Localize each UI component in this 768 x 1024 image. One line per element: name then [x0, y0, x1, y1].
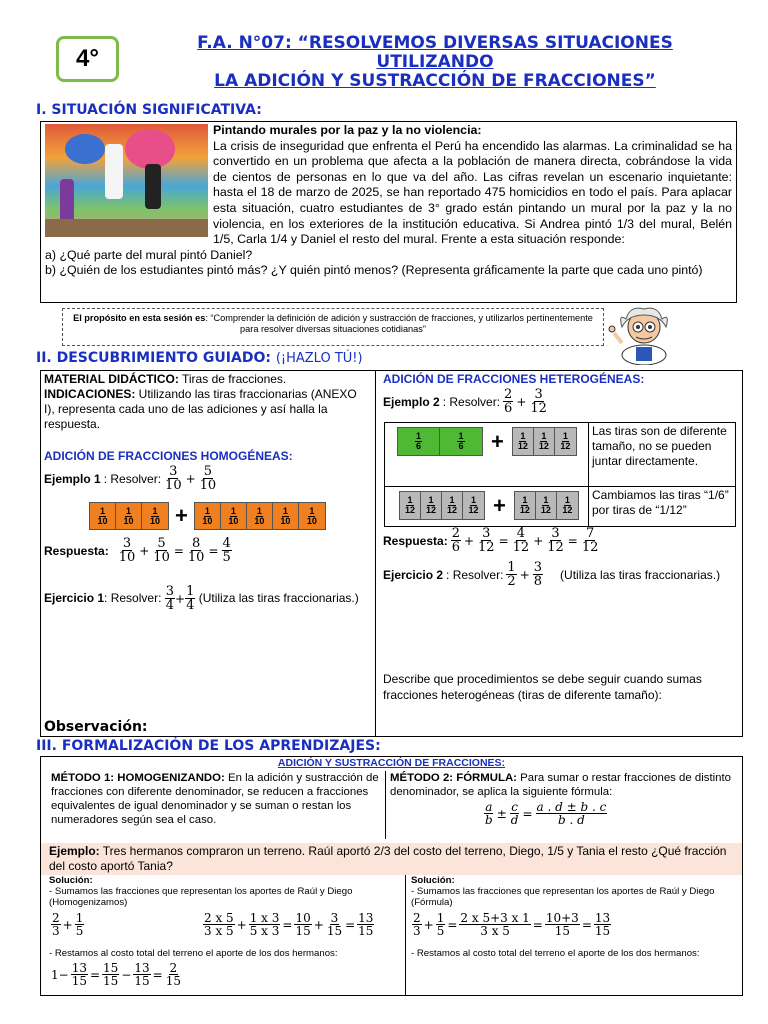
solution1	[49, 875, 399, 908]
purpose-text: : “Comprender la definición de adición y sustracción de fracciones, y utilizarlos pertinentemente para resolver diversas situaciones cotidianas”	[205, 313, 593, 334]
example-label: Ejemplo:	[49, 844, 100, 858]
title-line-2: LA ADICIÓN Y SUSTRACCIÓN DE FRACCIONES”	[214, 71, 656, 91]
story-text: La crisis de inseguridad que enfrenta el Perú ha encendido las alarmas. La criminalidad se ha convertido en un problema que afecta a la población de manera directa, cobrándose la vida de cientos de personas en lo que va del año. Las cifras revelan un escenario inquietante: hasta el 18 de marzo de 2025, se han reportado 475 homicidios en todo el país. Para aplacar esta situación, cuatro estudiantes de 3° grado están pintando un mural por la paz y la no violencia, en los exteriores de la institución educativa. Si Andrea pintó 1/3 del mural, Belén 1/5, Carla 1/4 y Daniel el resto del mural. Frente a esta situación responde:	[213, 138, 732, 247]
tenth-piece: 1 10	[149, 505, 160, 526]
tenth-piece: 1 10	[90, 503, 116, 529]
strip-2-sixths: 1 6 1 6	[397, 427, 483, 456]
solution2	[411, 875, 731, 908]
example2-label: Ejemplo 2	[383, 394, 440, 409]
heterog-title: ADICIÓN DE FRACCIONES HETEROGÉNEAS:	[383, 372, 645, 386]
section2-note: (¡HAZLO TÚ!)	[275, 351, 363, 366]
method2-label: MÉTODO 2: FÓRMULA:	[390, 772, 517, 784]
example1-label: Ejemplo 1	[44, 471, 101, 486]
strip-3-tenths	[89, 502, 169, 530]
describe-prompt: Describe que procedimientos se debe seguir cuando sumas fracciones heterogéneas (tiras de diferente tamaño):	[383, 672, 702, 702]
section3-heading: III. FORMALIZACIÓN DE LOS APRENDIZAJES:	[36, 738, 381, 754]
material-text: Tiras de fracciones.	[178, 372, 287, 386]
page-title	[165, 34, 705, 91]
solution2-label: Solución:	[411, 875, 455, 886]
example1-row: Ejemplo 1 : Resolver: $\frac{3}{10}$ + $\frac{5}{10}$	[44, 464, 217, 493]
professor-illustration	[600, 303, 680, 365]
answer2-row: Respuesta: $\frac{2}{6}$ + $\frac{3}{12}$ = $\frac{4}{12}$ + $\frac{3}{12}$ = $\frac{7}{12}$	[383, 526, 599, 555]
solution1-label: Solución:	[49, 875, 93, 886]
strip-row-2	[399, 491, 579, 520]
note-change-strips: Cambiamos las tiras “1/6” por tiras de “1/12”	[592, 488, 729, 517]
plus-icon: +	[175, 503, 188, 528]
plus-icon: +	[491, 428, 504, 454]
question-a: a) ¿Qué parte del mural pintó Daniel?	[45, 247, 253, 262]
solution2-step1: - Sumamos las fracciones que representan los aportes de Raúl y Diego (Fórmula)	[411, 886, 715, 908]
purpose-box	[62, 308, 604, 346]
example2-row: Ejemplo 2 : Resolver: $\frac{2}{6}$ + $\frac{3}{12}$	[383, 387, 547, 416]
grade-badge	[56, 36, 119, 82]
exercise2-note: (Utiliza las tiras fraccionarias.)	[560, 567, 721, 582]
situation-box	[40, 121, 737, 303]
title-line-1: F.A. N°07: “RESOLVEMOS DIVERSAS SITUACIONES UTILIZANDO	[197, 33, 673, 72]
exercise2-resolver: : Resolver:	[446, 567, 504, 582]
answer1-row: Respuesta: $\frac{3}{10}$ + $\frac{5}{10}$ = $\frac{8}{10}$ = $\frac{4}{5}$	[44, 536, 231, 565]
solution2-eq1: $\frac{2}{3}$ + $\frac{1}{5}$ = $\frac{2 x 5+3 x 1}{3 x 5}$ = $\frac{10+3}{15}$ = $\frac{13}{15}$	[413, 911, 611, 938]
material-label: MATERIAL DIDÁCTICO:	[44, 372, 179, 386]
formalization-title: ADICIÓN Y SUSTRACCIÓN DE FRACCIONES:	[277, 757, 506, 769]
observation-label: Observación:	[44, 719, 148, 735]
section1-heading: I. SITUACIÓN SIGNIFICATIVA:	[36, 102, 262, 118]
example2-resolver: : Resolver:	[442, 394, 501, 409]
solution1-step1: - Sumamos las fracciones que representan los aportes de Raúl y Diego (Homogenizamos)	[49, 886, 353, 908]
discovery-divider	[375, 371, 376, 736]
purpose-label: El propósito en esta sesión es	[73, 313, 206, 323]
section2-title: II. DESCUBRIMIENTO GUIADO:	[36, 350, 271, 366]
fraction-5-10: $\frac{5}{10}$	[199, 464, 217, 493]
tenth-piece: 1 10	[195, 503, 221, 529]
exercise1-note: (Utiliza las tiras fraccionarias.)	[198, 591, 359, 605]
note-different-size: Las tiras son de diferente tamaño, no se pueden juntar directamente.	[592, 424, 727, 468]
indications-label: INDICACIONES:	[44, 387, 136, 401]
tenth-piece: 1 10	[247, 503, 273, 529]
example1-resolver: : Resolver:	[103, 471, 162, 486]
exercise1-row: Ejercicio 1: Resolver: $\frac{3}{4}$ + $\frac{1}{4}$ (Utiliza las tiras fraccionarias.)	[44, 584, 359, 614]
method2	[390, 771, 735, 799]
method1-text: En la adición y sustracción de fracciones con diferente denominador, se reducen a fracciones equivalentes de igual denominador y se suman o restan los numeradores según sea el caso.	[51, 772, 379, 826]
grade-text: 4°	[76, 45, 99, 72]
method1	[51, 771, 381, 827]
left-column	[44, 372, 369, 432]
plus-icon: +	[493, 492, 506, 518]
example-banner	[41, 843, 742, 875]
solution1-eq3: 1− $\frac{13}{15}$ = $\frac{15}{15}$ − $\frac{13}{15}$ = $\frac{2}{15}$	[51, 961, 182, 988]
solution1-eq1: $\frac{2}{3}$ + $\frac{1}{5}$	[52, 911, 84, 938]
answer1-label: Respuesta:	[44, 543, 109, 558]
discovery-box	[40, 370, 743, 737]
tenth-piece: 1 10	[273, 503, 299, 529]
exercise2-row: Ejercicio 2 : Resolver: $\frac{1}{2}$ + $\frac{3}{8}$ (Utiliza las tiras fraccionarias.)	[383, 560, 721, 589]
method1-label: MÉTODO 1: HOMOGENIZANDO:	[51, 772, 225, 784]
solution1-eq2: $\frac{2 x 5}{3 x 5}$ + $\frac{1 x 3}{5 x 3}$ = $\frac{10}{15}$ + $\frac{3}{15}$ = $\frac{13}{15}$	[204, 911, 374, 938]
fraction-3-10: $\frac{3}{10}$	[165, 464, 182, 493]
section2-heading	[36, 350, 363, 366]
tenth-piece: 1 10	[306, 505, 317, 526]
solution2-step2: - Restamos al costo total del terreno el aporte de los dos hermanos:	[411, 948, 700, 959]
exercise1-resolver: : Resolver:	[104, 591, 162, 605]
tenth-piece: 1 10	[116, 503, 142, 529]
exercise2-label: Ejercicio 2	[383, 567, 444, 582]
strip-row-1	[397, 427, 577, 456]
answer2-label: Respuesta:	[383, 533, 448, 548]
indications-text: Utilizando las tiras fraccionarias (ANEXO I), representa cada uno de las adiciones y así halla la respuesta.	[44, 387, 357, 431]
solution1-step2: - Restamos al costo total del terreno el aporte de los dos hermanos:	[49, 948, 338, 959]
homog-strips	[89, 502, 326, 530]
story-title: Pintando murales por la paz y la no violencia:	[213, 123, 482, 137]
formalization-box	[40, 756, 743, 996]
strip-3-twelfths: 1 12 1 12 1 12	[512, 427, 577, 456]
question-b: b) ¿Quién de los estudiantes pintó más? ¿Y quién pintó menos? (Representa gráficamente la parte que cada uno pintó)	[45, 263, 703, 278]
homog-title: ADICIÓN DE FRACCIONES HOMOGÉNEAS:	[44, 449, 293, 463]
story-text-block	[41, 122, 736, 279]
strip-4-twelfths: 1 12 1 12 1 12 1 12	[399, 491, 485, 520]
tenth-piece: 1 10	[221, 503, 247, 529]
formula: $\frac{a}{b}$ ± $\frac{c}{d}$ = $\frac{a . d \pm b . c}{b . d}$	[485, 800, 607, 827]
heterog-table	[384, 422, 736, 527]
strip-5-tenths	[194, 502, 326, 530]
strip-3-twelfths-b: 1 12 1 12 1 12	[514, 491, 579, 520]
exercise1-label: Ejercicio 1	[44, 591, 105, 605]
method2-text: Para sumar o restar fracciones de distinto denominador, se aplica la siguiente fórmula:	[390, 772, 731, 798]
example-text: Tres hermanos compraron un terreno. Raúl aportó 2/3 del costo del terreno, Diego, 1/5 y Tania el resto ¿Qué fracción del costo aportó Tania?	[49, 844, 727, 873]
